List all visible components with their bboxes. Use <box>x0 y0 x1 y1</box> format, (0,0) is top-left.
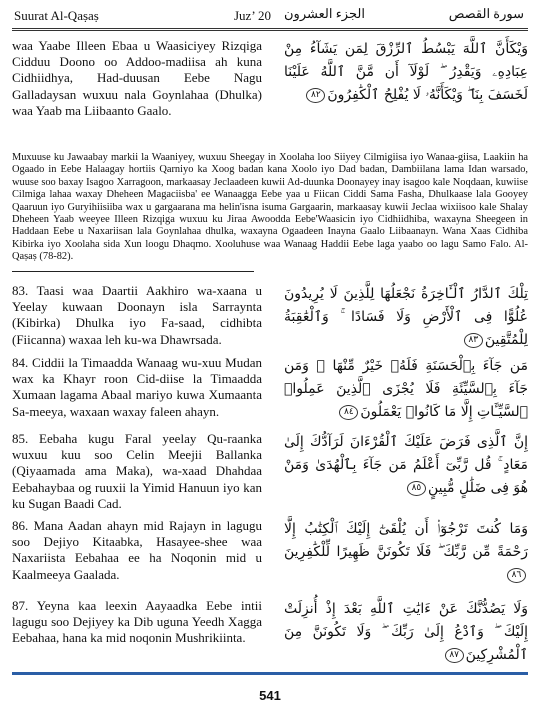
arabic-text: إِنَّ ٱلَّذِى فَرَضَ عَلَيْكَ ٱلْقُرْءَانَ لَرَآدُّكَ إِلَىٰ مَعَادٍ ۚ قُل رَّبِّىٓ أَعْلَمُ مَن جَآءَ بِٱلْهُدَىٰ وَمَنْ هُوَ فِى ضَلَٰلٍ مُّبِينٍ <box>284 434 528 496</box>
verse-arabic <box>284 38 528 107</box>
verse-translation: waa Yaabe Illeen Ebaa u Waasiciyey Rizqiga Cidduu Doono oo Addoo-madiisa ah kuna Cidhiidhya, Had-duusan Eebe Nagu Galladaysan wuxuu nala Goynlahaa (Dhulka) waa Yaab ma Liibaanto Gaalo. <box>12 38 262 118</box>
arabic-text: وَيْكَأَنَّ ٱللَّهَ يَبْسُطُ ٱلرِّزْقَ لِمَن يَشَآءُ مِنْ عِبَادِهِۦ وَيَقْدِرُ ۖ لَوْلَآ أَن مَّنَّ ٱللَّهُ عَلَيْنَا لَخَسَفَ بِنَا ۖ وَيْكَأَنَّهُۥ لَا يُفْلِحُ ٱلْكَٰفِرُونَ <box>284 41 528 103</box>
verse-translation: 85. Eebaha kugu Faral yeelay Qu-raanka wuxuu kuu soo Celin Meejii Ballanka (Qiyaamada ama Maka), wa-xaad Dhahdaa Eebahaybaa og ruuxii la Yimid Hanuun iyo kan ku Sugan Baadi Cad. <box>12 431 262 511</box>
ayah-number-marker: ٨٥ <box>407 481 426 496</box>
arabic-text: مَن جَآءَ بِٱلْحَسَنَةِ فَلَهُۥ خَيْرٌ مِّنْهَا ۖ وَمَن جَآءَ بِٱلسَّيِّئَةِ فَلَا يُجْزَى ٱلَّذِينَ عَمِلُوا۟ ٱلسَّيِّـَٔاتِ إِلَّا مَا كَانُوا۟ يَعْمَلُونَ <box>284 358 528 420</box>
juz-label: Juz’ 20 <box>234 8 271 23</box>
arabic-text: تِلْكَ ٱلدَّارُ ٱلْـَٔاخِرَةُ نَجْعَلُهَا لِلَّذِينَ لَا يُرِيدُونَ عُلُوًّا فِى ٱلْأَرْضِ وَلَا فَسَادًا ۚ وَٱلْعَٰقِبَةُ لِلْمُتَّقِينَ <box>284 286 528 348</box>
section-divider <box>12 271 254 272</box>
ayah-number-marker: ٨٢ <box>306 88 325 103</box>
verse-arabic <box>284 283 528 352</box>
arabic-text: وَمَا كُنتَ تَرْجُوٓا۟ أَن يُلْقَىٰٓ إِلَيْكَ ٱلْكِتَٰبُ إِلَّا رَحْمَةً مِّن رَّبِّكَ ۖ فَلَا تَكُونَنَّ ظَهِيرًا لِّلْكَٰفِرِينَ <box>284 521 528 560</box>
page-number: 541 <box>259 688 281 703</box>
header-divider <box>12 28 528 31</box>
footer-divider <box>12 672 528 675</box>
surah-name-latin: Suurat Al-Qaṣaṣ <box>14 8 99 23</box>
ayah-number-marker: ٨٣ <box>464 333 483 348</box>
juz-label-arabic: الجزء العشرون <box>284 6 365 21</box>
verse-arabic <box>284 598 528 667</box>
ayah-number-marker: ٨٦ <box>507 568 526 583</box>
arabic-text: وَلَا يَصُدُّنَّكَ عَنْ ءَايَٰتِ ٱللَّهِ بَعْدَ إِذْ أُنزِلَتْ إِلَيْكَ ۖ وَٱدْعُ إِلَىٰ رَبِّكَ ۖ وَلَا تَكُونَنَّ مِنَ ٱلْمُشْرِكِينَ <box>284 601 528 663</box>
commentary-text: Muxuuse ku Jawaabay markii la Waaniyey, wuxuu Sheegay in Xoolaha loo Siiyey Cilmigiisa iyo Wanaa-giisa, Laakiin ha Ogaado in Eebe Halaagay hortiis Qarniyo ka Xoog badan kana Xoolo iyo Dad badan, Dambiilana lama Idan warsado, wuuse soo baxay Isagoo Xarragoon, markaasay Jeclaadeen kuwii Ad-duunka Doonayey inay isagoo kale Noqdaan, kuwiise Cilmiga lahaa waxay Dheheen Magaciisba' ee Wanaagga Eebe yaa u Fiican Ciddi Sama Fasha, Dhulkaase lala Gooyey Qaaruun iyo Guryihiisiiba wax u gargaarana ma helin'isna isuma Gargaarin, markaasay kuwii Jeclaa wixiisoo kale Shalay Dheheen Yaab weeyee Illeen Rizqiga wuxuu ku Jiraa Awoodda Eebe'Waasicin iyo Cidhiidhiba, waxayna Sheegeen in Haddaan Eebe u Naxariisan lala Goynlahaa dhulka, waxayna Ogaadeen Inayna Gaalo Liibaanayn. Wana Xaas Cidhiba Kibirka iyo Xoolaha sida Xun loogu Dhaqmo. Xooluhuse waa Wanaag Haddii Eebe laga yaabo oo lagu Samo Falo. Al-Qaṣaṣ (78-82). <box>12 152 528 263</box>
verse-translation: 83. Taasi waa Daartii Aakhiro wa-xaana u Yeelay kuwaan Doonayn isla Sarraynta (Kibirka) Dhulka iyo Fa-saad, cidhibta (Fiicanna) waxaa leh ku-wa Dhawrsada. <box>12 283 262 347</box>
verse-arabic <box>284 355 528 424</box>
ayah-number-marker: ٨٧ <box>445 648 464 663</box>
verse-block-82 <box>12 38 528 148</box>
verse-translation: 84. Ciddii la Timaadda Wanaag wu-xuu Mudan wax ka Khayr roon Cid-diise la Timaadda Xumaan lagama Abaal mariyo kuwa Xumaanta Sa-meeya, waxaan waxay faleen ahayn. <box>12 355 262 419</box>
verse-translation: 87. Yeyna kaa leexin Aayaadka Eebe intii lagugu soo Dejiyey ka Dib uguna Yeedh Xagga Eebahaa, hana ka mid noqonin Mushrikiinta. <box>12 598 262 646</box>
ayah-number-marker: ٨٤ <box>339 405 358 420</box>
verse-arabic <box>284 431 528 500</box>
surah-name-arabic: سورة القصص <box>448 6 524 21</box>
verse-translation: 86. Mana Aadan ahayn mid Rajayn in lagugu soo Dejiyo Kitaabka, Hasayee-shee waa Naxariista Eebahaa ee ha Noqonin mid u Kaalmeeya Gaalada. <box>12 518 262 582</box>
verse-arabic <box>284 518 528 587</box>
